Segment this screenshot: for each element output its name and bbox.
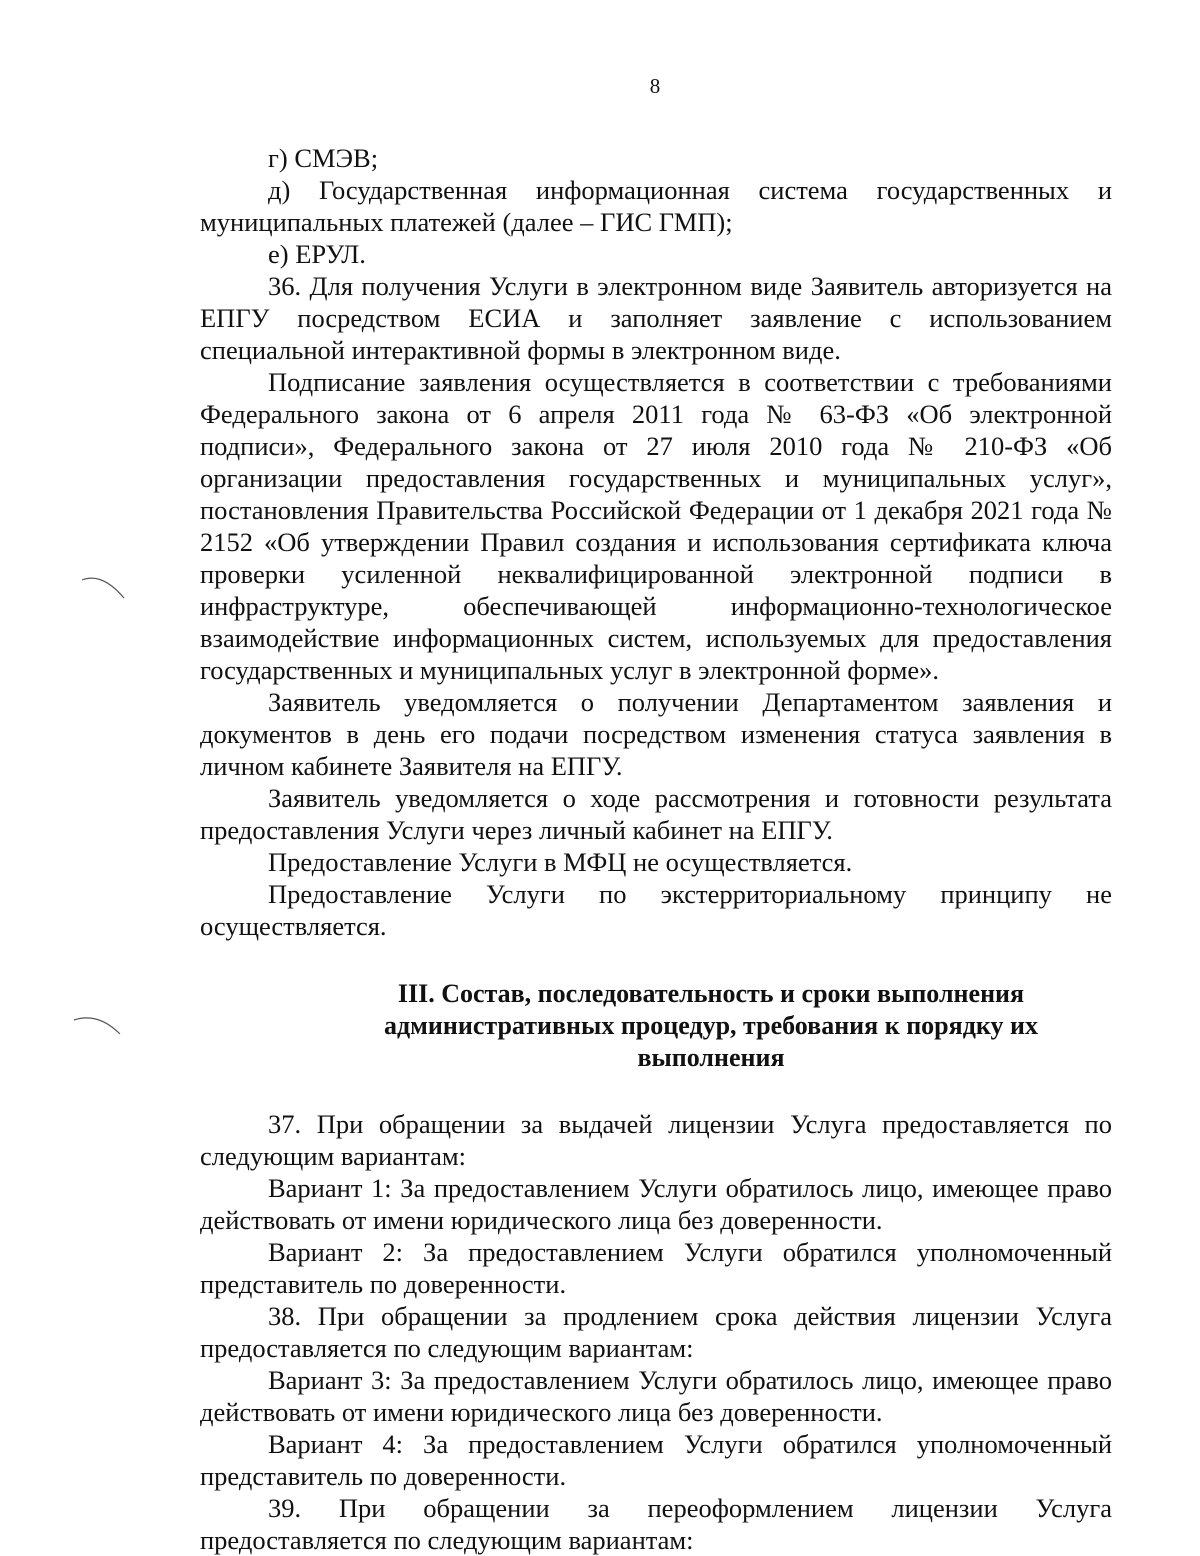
document-body [200, 142, 1112, 1556]
paragraph: 37. При обращении за выдачей лицензии Услуга предоставляется по следующим вариантам: [200, 1109, 1112, 1171]
paragraph: Подписание заявления осуществляется в соответствии с требованиями Федерального закона от 6 апреля 2011 года № 63-ФЗ «Об электронной подписи», Федерального закона от 27 июля 2010 года № 210-ФЗ «Об организации предоставления государственных и муниципальных услуг», постановления Правительства Российской Федерации от 1 декабря 2021 года № 2152 «Об утверждении Правил создания и использования сертификата ключа проверки усиленной неквалифицированной электронной подписи в инфраструктуре, обеспечивающей информационно-технологическое взаимодействие информационных систем, используемых для предоставления государственных и муниципальных услуг в электронной форме». [200, 367, 1112, 685]
margin-scan-mark [80, 572, 126, 600]
paragraph: Заявитель уведомляется о получении Департаментом заявления и документов в день его подачи посредством изменения статуса заявления в личном кабинете Заявителя на ЕПГУ. [200, 687, 1112, 781]
paragraph: Вариант 3: За предоставлением Услуги обратилось лицо, имеющее право действовать от имени юридического лица без доверенности. [200, 1365, 1112, 1427]
paragraph: г) СМЭВ; [268, 143, 379, 173]
paragraph: Вариант 1: За предоставлением Услуги обратилось лицо, имеющее право действовать от имени юридического лица без доверенности. [200, 1173, 1112, 1235]
margin-scan-mark [72, 1010, 122, 1036]
paragraph: 38. При обращении за продлением срока действия лицензии Услуга предоставляется по следующим вариантам: [200, 1301, 1112, 1363]
paragraph: 39. При обращении за переоформлением лицензии Услуга предоставляется по следующим вариантам: [200, 1493, 1112, 1555]
page-number: 8 [649, 74, 661, 98]
paragraph: Заявитель уведомляется о ходе рассмотрения и готовности результата предоставления Услуги через личный кабинет на ЕПГУ. [200, 783, 1112, 845]
paragraph: Вариант 2: За предоставлением Услуги обратился уполномоченный представитель по доверенности. [200, 1237, 1112, 1299]
paragraph: 36. Для получения Услуги в электронном виде Заявитель авторизуется на ЕПГУ посредством ЕСИА и заполняет заявление с использованием специальной интерактивной формы в электронном виде. [200, 271, 1112, 365]
paragraph: Предоставление Услуги по экстерриториальному принципу не осуществляется. [200, 879, 1112, 941]
section-heading: III. Состав, последовательность и сроки выполнения административных процедур, требования к порядку их выполнения [384, 979, 1038, 1072]
paragraph: Вариант 4: За предоставлением Услуги обратился уполномоченный представитель по доверенности. [200, 1429, 1112, 1491]
paragraph: Предоставление Услуги в МФЦ не осуществляется. [268, 847, 853, 877]
paragraph: е) ЕРУЛ. [268, 239, 366, 269]
paragraph: д) Государственная информационная система государственных и муниципальных платежей (далее – ГИС ГМП); [200, 175, 1112, 237]
